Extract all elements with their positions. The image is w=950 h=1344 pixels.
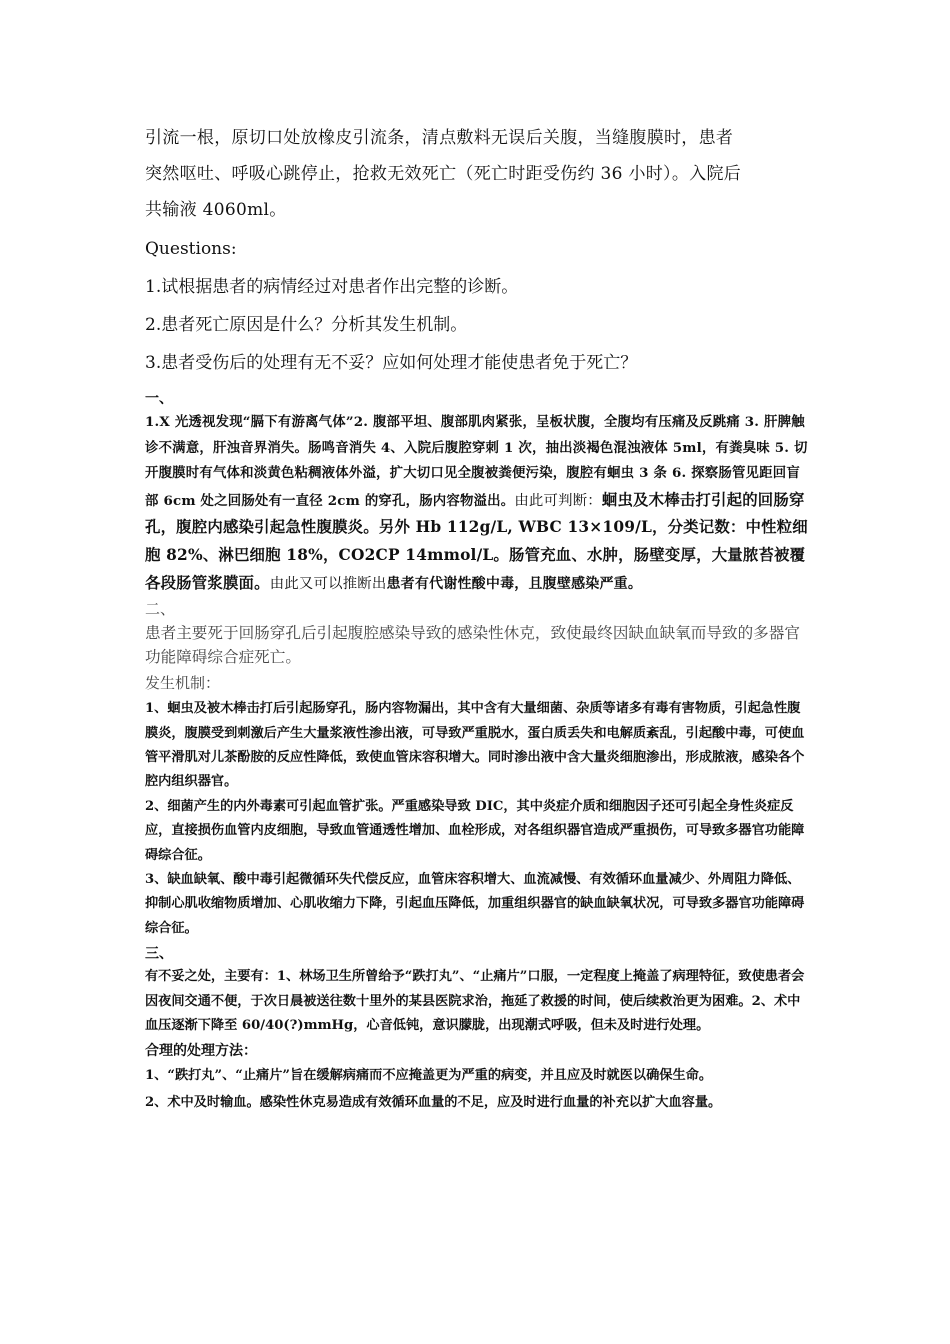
mechanism-item-2: 2、细菌产生的内外毒素可引起血管扩张。严重感染导致 DIC，其中炎症介质和细胞因子还可引起全身性炎症反应，直接损伤血管内皮细胞，导致血管通透性增加、血栓形成，对各组织器官造成严重损伤，可导致多器官功能障碍综合征。 xyxy=(145,798,805,863)
answer-2-section xyxy=(145,597,813,941)
method-label: 合理的处理方法： xyxy=(145,1043,257,1060)
answer-1-evidence: 1.X 光透视发现“膈下有游离气体”2. 腹部平坦、腹部肌肉紧张，呈板状腹，全腹均有压痛及反跳痛 3. 肝脾触诊不满意，肝浊音界消失。肠鸣音消失 4、入院后腹腔穿刺 1 次，抽出淡褐色混浊液体 5ml，有粪臭味 5. 切开腹膜时有气体和淡黄色粘稠液体外溢，扩大切口见全腹被粪便污染，腹腔有蛔虫 3 条 6. 探察肠管见距回盲部 6cm 处之回肠处有一直径 2cm 的穿孔，肠内容物溢出。 xyxy=(145,414,808,509)
answer-1-judge-main: 蛔虫及木棒击打引起的回肠穿孔，腹腔内感染引起急性腹膜炎。另外 Hb 112g/L, WBC 13×109/L，分类记数：中性粒细胞 82%、淋巴细胞 18%，CO2CP 14mmol/L。肠管充血、水肿，肠壁变厚，大量脓苔被覆各段肠管浆膜面。 xyxy=(145,490,808,592)
question-2: 2.患者死亡原因是什么？分析其发生机制。 xyxy=(145,315,468,335)
answer-1-section xyxy=(145,388,813,597)
answer-3-problems: 有不妥之处，主要有：1、林场卫生所曾给予“跌打丸”、“止痛片”口服，一定程度上掩盖了病理特征，致使患者会因夜间交通不便，于次日晨被送往数十里外的某县医院求治，拖延了救援的时间，使后续救治更为困难。2、术中血压逐渐下降至 60/40(?)mmHg，心音低钝，意识朦胧，出现潮式呼吸，但未及时进行处理。 xyxy=(145,969,805,1034)
answer-1-infer-prefix: 由此又可以推断出 xyxy=(269,575,387,592)
method-item-1: 1、“跌打丸”、“止痛片”旨在缓解病痛而不应掩盖更为严重的病变，并且应及时就医以确保生命。 xyxy=(145,1068,713,1084)
intro-paragraph xyxy=(145,120,813,228)
mechanism-item-3: 3、缺血缺氧、酸中毒引起微循环失代偿反应，血管床容积增大、血流减慢、有效循环血量减少、外周阻力降低、抑制心肌收缩物质增加、心肌收缩力下降，引起血压降低，加重组织器官的缺血缺氧状况，可导致多器官功能障碍综合征。 xyxy=(145,872,805,936)
document-page xyxy=(145,120,813,1115)
intro-line-1: 引流一根，原切口处放橡皮引流条，清点敷料无误后关腹，当缝腹膜时，患者 xyxy=(145,128,734,148)
answer-2-heading: 二、 xyxy=(145,600,176,619)
answer-2-cause: 患者主要死于回肠穿孔后引起腹腔感染导致的感染性休克，致使最终因缺血缺氧而导致的多器官功能障碍综合症死亡。 xyxy=(145,624,800,667)
answer-3-section xyxy=(145,943,813,1115)
mechanism-item-1: 1、蛔虫及被木棒击打后引起肠穿孔，肠内容物漏出，其中含有大量细菌、杂质等诸多有毒有害物质，引起急性腹膜炎，腹膜受到刺激后产生大量浆液性渗出液，可导致严重脱水，蛋白质丢失和电解质紊乱，引起酸中毒，可使血管平滑肌对儿茶酚胺的反应性降低，致使血管床容积增大。同时渗出液中含大量炎细胞渗出，形成脓液，感染各个腔内组织器官。 xyxy=(145,701,805,790)
answer-1-heading: 一、 xyxy=(145,391,173,407)
intro-line-2: 突然呕吐、呼吸心跳停止，抢救无效死亡（死亡时距受伤约 36 小时）。入院后 xyxy=(145,164,742,184)
question-3: 3.患者受伤后的处理有无不妥？应如何处理才能使患者免于死亡？ xyxy=(145,353,638,373)
answer-1-judge-prefix: 由此可判断： xyxy=(514,492,602,509)
questions-label: Questions: xyxy=(145,239,237,259)
answer-1-infer-main: 患者有代谢性酸中毒，且腹壁感染严重。 xyxy=(386,575,643,592)
answer-3-heading: 三、 xyxy=(145,946,173,963)
method-item-2: 2、术中及时输血。感染性休克易造成有效循环血量的不足，应及时进行血量的补充以扩大血容量。 xyxy=(145,1094,722,1110)
mechanism-label: 发生机制： xyxy=(145,674,221,693)
questions-section xyxy=(145,232,813,380)
mechanism-list xyxy=(145,697,813,941)
intro-line-3: 共输液 4060ml。 xyxy=(145,200,287,220)
answer-1-body xyxy=(145,410,813,597)
question-1: 1.试根据患者的病情经过对患者作出完整的诊断。 xyxy=(145,277,519,297)
